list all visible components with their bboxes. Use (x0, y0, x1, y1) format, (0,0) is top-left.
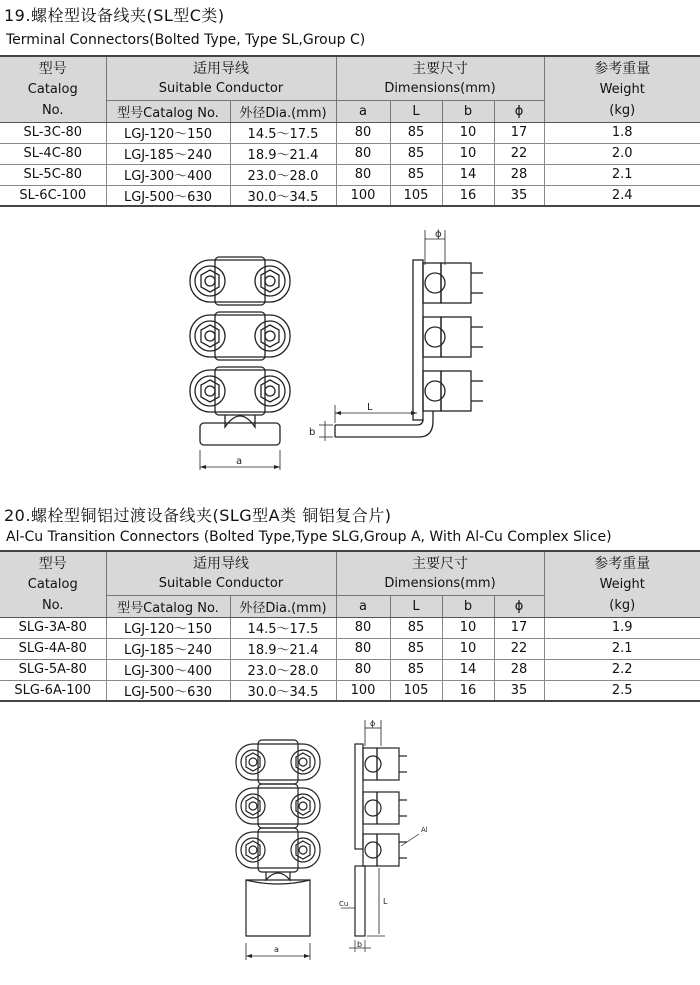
vertical-plate (413, 260, 423, 420)
clamp-1 (423, 263, 483, 303)
table-row (0, 638, 700, 659)
cell-weight: 2.4 (544, 185, 700, 206)
cell-dia: 18.9～21.4 (230, 638, 336, 659)
bolt-row-2 (236, 784, 320, 828)
cell-catalog: LGJ-185～240 (106, 638, 230, 659)
cell-model: SLG-5A-80 (0, 659, 106, 680)
header-conductor-en: Suitable Conductor (106, 573, 336, 595)
header-dia: 外径Dia.(mm) (230, 100, 336, 122)
cell-a: 100 (336, 680, 390, 701)
dim-label-b: b (309, 427, 316, 438)
section2-title-en: Al-Cu Transition Connectors (Bolted Type,Type SLG,Group A, With Al-Cu Complex Slice) (6, 529, 612, 545)
dim-label-b: b (357, 940, 363, 949)
cell-L: 85 (390, 617, 442, 638)
cell-weight: 2.5 (544, 680, 700, 701)
cell-L: 85 (390, 143, 442, 164)
header-model-no: No. (0, 100, 106, 122)
section1-title-en: Terminal Connectors(Bolted Type, Type SL,Group C) (6, 32, 366, 48)
cell-dia: 18.9～21.4 (230, 143, 336, 164)
cell-catalog: LGJ-120～150 (106, 122, 230, 143)
cell-b: 14 (442, 659, 494, 680)
table-row (0, 164, 700, 185)
cell-model: SLG-3A-80 (0, 617, 106, 638)
cell-b: 10 (442, 143, 494, 164)
clamp-3 (423, 371, 483, 411)
cell-weight: 1.9 (544, 617, 700, 638)
cell-phi: 22 (494, 143, 544, 164)
section2-spec-table (0, 550, 700, 702)
cell-catalog: LGJ-500～630 (106, 185, 230, 206)
cell-catalog: LGJ-300～400 (106, 164, 230, 185)
bolt-row-1 (236, 740, 320, 784)
section2-title-cn: 20.螺栓型铜铝过渡设备线夹(SLG型A类 铜铝复合片) (4, 506, 392, 525)
cell-catalog: LGJ-185～240 (106, 143, 230, 164)
header-catalog: 型号Catalog No. (106, 595, 230, 617)
header-dia: 外径Dia.(mm) (230, 595, 336, 617)
cell-model: SL-3C-80 (0, 122, 106, 143)
header-dim-phi: ϕ (494, 100, 544, 122)
cell-dia: 14.5～17.5 (230, 617, 336, 638)
cell-b: 14 (442, 164, 494, 185)
header-dimensions-cn: 主要尺寸 (336, 551, 544, 573)
cell-L: 105 (390, 680, 442, 701)
cell-model: SLG-4A-80 (0, 638, 106, 659)
header-model-cn: 型号 (0, 56, 106, 78)
cell-weight: 2.2 (544, 659, 700, 680)
cell-dia: 14.5～17.5 (230, 122, 336, 143)
cell-b: 10 (442, 617, 494, 638)
cell-a: 80 (336, 659, 390, 680)
header-dimensions-cn: 主要尺寸 (336, 56, 544, 78)
cell-model: SLG-6A-100 (0, 680, 106, 701)
bolt-row-3 (190, 367, 290, 415)
header-conductor-cn: 适用导线 (106, 551, 336, 573)
dim-label-a: a (274, 945, 279, 954)
terminal-pad (200, 423, 280, 445)
cell-a: 80 (336, 617, 390, 638)
cell-dia: 30.0～34.5 (230, 185, 336, 206)
header-dimensions-en: Dimensions(mm) (336, 573, 544, 595)
cell-b: 10 (442, 122, 494, 143)
cell-phi: 35 (494, 680, 544, 701)
header-model-en: Catalog (0, 78, 106, 100)
copper-pad (246, 880, 310, 936)
dim-label-a: a (236, 456, 243, 467)
copper-plate (355, 866, 365, 936)
section2-front-view-drawing (228, 738, 328, 968)
cell-a: 80 (336, 122, 390, 143)
cell-phi: 17 (494, 617, 544, 638)
cell-weight: 2.1 (544, 164, 700, 185)
clamp-3 (363, 834, 407, 866)
cell-dia: 30.0～34.5 (230, 680, 336, 701)
label-cu: Cu (339, 900, 349, 908)
header-dim-L: L (390, 595, 442, 617)
cell-phi: 17 (494, 122, 544, 143)
header-model-en: Catalog (0, 573, 106, 595)
cell-phi: 22 (494, 638, 544, 659)
header-dim-phi: ϕ (494, 595, 544, 617)
bolt-row-1 (190, 257, 290, 305)
cell-b: 10 (442, 638, 494, 659)
table-row (0, 617, 700, 638)
clamp-2 (363, 792, 407, 824)
cell-catalog: LGJ-120～150 (106, 617, 230, 638)
table-row (0, 659, 700, 680)
cell-catalog: LGJ-500～630 (106, 680, 230, 701)
header-conductor-en: Suitable Conductor (106, 78, 336, 100)
header-model-no: No. (0, 595, 106, 617)
bolt-row-3 (236, 828, 320, 872)
section1-title-cn: 19.螺栓型设备线夹(SL型C类) (4, 6, 225, 25)
dim-label-L: L (367, 402, 373, 413)
header-weight-unit: (kg) (544, 100, 700, 122)
cell-phi: 28 (494, 164, 544, 185)
cell-L: 85 (390, 164, 442, 185)
cell-L: 105 (390, 185, 442, 206)
cell-b: 16 (442, 185, 494, 206)
cell-L: 85 (390, 638, 442, 659)
cell-weight: 2.1 (544, 638, 700, 659)
header-conductor-cn: 适用导线 (106, 56, 336, 78)
table-row (0, 143, 700, 164)
cell-dia: 23.0～28.0 (230, 164, 336, 185)
header-catalog: 型号Catalog No. (106, 100, 230, 122)
table-row (0, 680, 700, 701)
cell-phi: 35 (494, 185, 544, 206)
header-model-cn: 型号 (0, 551, 106, 573)
header-weight-cn: 参考重量 (544, 56, 700, 78)
cell-L: 85 (390, 122, 442, 143)
aluminium-plate (355, 744, 363, 849)
header-dim-a: a (336, 595, 390, 617)
cell-a: 80 (336, 143, 390, 164)
section1-side-view-drawing (305, 225, 490, 455)
cell-a: 80 (336, 164, 390, 185)
table-row (0, 122, 700, 143)
cell-phi: 28 (494, 659, 544, 680)
header-dimensions-en: Dimensions(mm) (336, 78, 544, 100)
section1-spec-table (0, 55, 700, 207)
section2-side-view-drawing (335, 718, 445, 958)
clamp-1 (363, 748, 407, 780)
clamp-2 (423, 317, 483, 357)
cell-dia: 23.0～28.0 (230, 659, 336, 680)
dim-label-L: L (383, 897, 388, 906)
header-weight-en: Weight (544, 78, 700, 100)
cell-b: 16 (442, 680, 494, 701)
dim-label-phi: ϕ (435, 229, 442, 240)
header-weight-unit: (kg) (544, 595, 700, 617)
dim-label-phi: ϕ (370, 719, 376, 728)
section1-front-view-drawing (180, 255, 300, 480)
cell-a: 80 (336, 638, 390, 659)
cell-L: 85 (390, 659, 442, 680)
header-dim-b: b (442, 595, 494, 617)
cell-a: 100 (336, 185, 390, 206)
header-weight-en: Weight (544, 573, 700, 595)
cell-weight: 2.0 (544, 143, 700, 164)
header-dim-L: L (390, 100, 442, 122)
table-row (0, 185, 700, 206)
cell-model: SL-5C-80 (0, 164, 106, 185)
cell-weight: 1.8 (544, 122, 700, 143)
cell-model: SL-4C-80 (0, 143, 106, 164)
bolt-row-2 (190, 312, 290, 360)
cell-model: SL-6C-100 (0, 185, 106, 206)
header-dim-b: b (442, 100, 494, 122)
header-dim-a: a (336, 100, 390, 122)
header-weight-cn: 参考重量 (544, 551, 700, 573)
label-al: Al (421, 826, 428, 834)
cell-catalog: LGJ-300～400 (106, 659, 230, 680)
